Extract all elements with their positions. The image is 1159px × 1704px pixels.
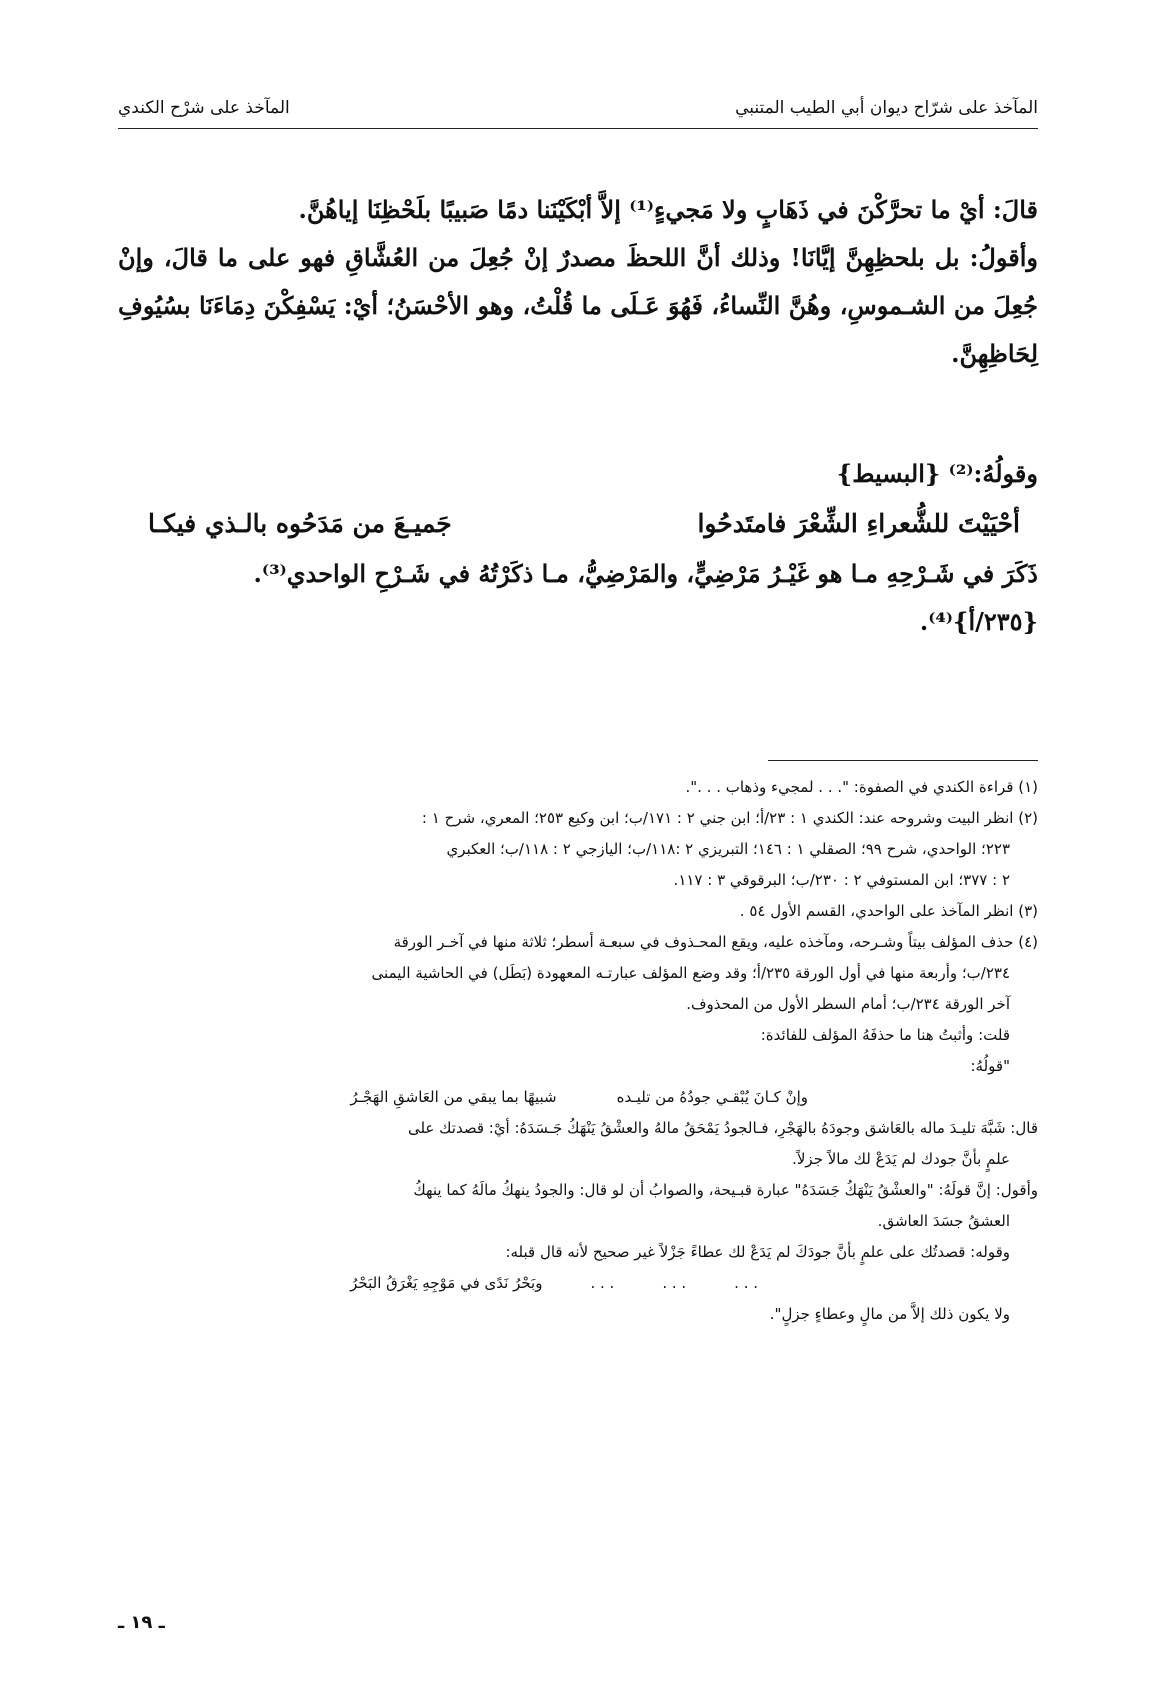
paragraph-1-text: أيْ ما تحرَّكْنَ في ذَهَابٍ ولا مَجيءٍ⁽¹⁾ إلاَّ أبْكَيْنَنا دمًا صَبيبًا بلَحْظِنَا إياهُنَّ. — [298, 195, 993, 224]
footnote-4-line-1: (٤) حذف المؤلف بيتاً وشـرحه، ومآخذه عليه، ويقع المحـذوف في سبعـة أسطر؛ ثلاثة منها في آخـر الورقة — [393, 933, 1038, 951]
paragraph-2-text: بل بلحظِهِنَّ إيَّانَا! وذلك أنَّ اللحظَ مصدرٌ إنْ جُعِلَ من العُشَّاقِ فهو على ما قالَ، وإنْ جُعِلَ من الشـموسِ، وهُنَّ النِّساءُ، فَهُوَ عَـلَى ما قُلْتُ، وهو الأحْسَنُ؛ أيْ: يَسْفِكْنَ دِمَاءَنَا بسُيُوفِ لِحَاظِهِنَّ. — [118, 243, 1038, 368]
ellipsis-1: . . . — [734, 1274, 758, 1292]
paragraph-3: ذَكَرَ في شَـرْحِهِ مـا هو غَيْـرُ مَرْضِيٍّ، والمَرْضِيُّ، مـا ذكَرْتُهُ في شَـرْحِ الواحدي⁽³⁾. — [253, 559, 1038, 588]
label-qala: قالَ: — [992, 195, 1038, 224]
footnote-verse-second: شبيهًا بما يبقي من العَاشقِ الهَجْـرُ — [350, 1088, 557, 1106]
page-number: ـ ١٩ ـ — [118, 1612, 165, 1633]
header-book-title: المآخذ على شرّاح ديوان أبي الطيب المتنبي — [735, 98, 1038, 118]
footnote-2-line-3: ٢ : ٣٧٧؛ ابن المستوفي ٢ : ٢٣٠/ب؛ البرقوقي ٣ : ١١٧. — [673, 871, 1010, 889]
footnote-4-line-11: ولا يكون ذلك إلاَّ من مالٍ وعطاءٍ جزلٍ". — [769, 1305, 1010, 1323]
footnote-verse — [118, 1082, 1038, 1113]
footnote-2-line-2: ٢٢٣؛ الواحدي، شرح ٩٩؛ الصقلي ١ : ١٤٦؛ التبريزي ٢ :١١٨/ب؛ اليازجي ٢ : ١١٨/ب؛ العكبري — [446, 840, 1010, 858]
footnote-4-line-3: آخر الورقة ٢٣٤/ب؛ أمام السطر الأول من المحذوف. — [686, 995, 1010, 1013]
label-aqulu: وأقولُ: — [969, 243, 1038, 272]
header-section-title: المآخذ على شرْح الكندي — [118, 98, 290, 118]
footnote-4 — [118, 927, 1038, 1330]
footnote-4-line-7: علمٍ بأنَّ جودك لم يَدَعْ لك مالاً جزلاً. — [792, 1150, 1010, 1168]
footnote-4-line-2: ٢٣٤/ب؛ وأربعة منها في أول الورقة ٢٣٥/أ؛ وقد وضع المؤلف عبارتـه المعهودة (بَطَل) في الحاشية اليمنى — [371, 964, 1010, 982]
main-text — [118, 186, 1038, 646]
footnote-rule — [768, 760, 1038, 761]
footnote-1: (١) قراءة الكندي في الصفوة: ". . . لمجيء وذهاب . . .". — [685, 778, 1038, 796]
verse-second-hemistich: جَميـعَ من مَدَحُوه بالـذي فيكـا — [148, 509, 452, 538]
folio-reference: {٢٣٥/أ}⁽⁴⁾. — [919, 607, 1038, 636]
verse-first-hemistich: أحْيَيْتَ للشُّعراءِ الشِّعْرَ فامتَدحُوا — [697, 509, 1020, 538]
footnote-4-line-9: العشقُ جسَدَ العاشق. — [877, 1212, 1010, 1230]
running-header — [118, 92, 1038, 126]
footnotes — [118, 772, 1038, 1330]
verse-intro: وقولُهُ:⁽²⁾ {البسيط} — [836, 459, 1038, 488]
footnote-4-line-8: وأقول: إنَّ قولَهُ: "والعشْقُ يَنْهَكُ جَسَدَهُ" عبارة قبـيحة، والصوابُ أن لو قال: والجودُ ينهكُ مالَهُ كما ينهكُ — [413, 1181, 1038, 1199]
footnote-4-line-5: "قولُهُ: — [970, 1057, 1010, 1075]
ellipsis-2: . . . — [662, 1274, 687, 1292]
footnote-partial-verse — [118, 1268, 1038, 1299]
ellipsis-3: . . . — [590, 1274, 615, 1292]
footnote-4-line-10: وقوله: قصدتُك على علمٍ بأنَّ جودَكَ لم يَدَعْ لك عطاءً جَزْلاً غير صحيح لأنه قال قبله: — [505, 1243, 1010, 1261]
footnote-4-line-6: قال: شَبَّهَ تليـدَ ماله بالعَاشق وجودَهُ بالهَجْرِ، فـالجودُ يَمْحَقُ مالهُ والعشْقُ يَنْهَكُ جَـسَدَهُ: أيْ: قصدتك على — [407, 1119, 1038, 1137]
spacer — [118, 378, 1038, 450]
footnote-4-line-4: قلت: وأثبتُ هنا ما حذفَهُ المؤلف للفائدة: — [760, 1026, 1010, 1044]
verse-line — [118, 498, 1038, 550]
paragraph-2 — [118, 234, 1038, 378]
footnote-2-line-1: (٢) انظر البيت وشروحه عند: الكندي ١ : ٢٣/أ؛ ابن جني ٢ : ١٧١/ب؛ ابن وكيع ٢٥٣؛ المعري، شرح ١ : — [421, 809, 1038, 827]
footnote-3: (٣) انظر المآخذ على الواحدي، القسم الأول ٥٤ . — [739, 902, 1038, 920]
paragraph-1 — [118, 186, 1038, 234]
footnote-verse-first: وإنْ كـانَ يُبْقـي جودُهُ من تليـده — [616, 1088, 808, 1106]
partial-verse-text: وبَحْرُ نَدًى في مَوْجِهِ يَغْرَقُ البَحْرُ — [350, 1274, 543, 1292]
footnote-2 — [118, 803, 1038, 896]
header-rule — [118, 128, 1038, 129]
